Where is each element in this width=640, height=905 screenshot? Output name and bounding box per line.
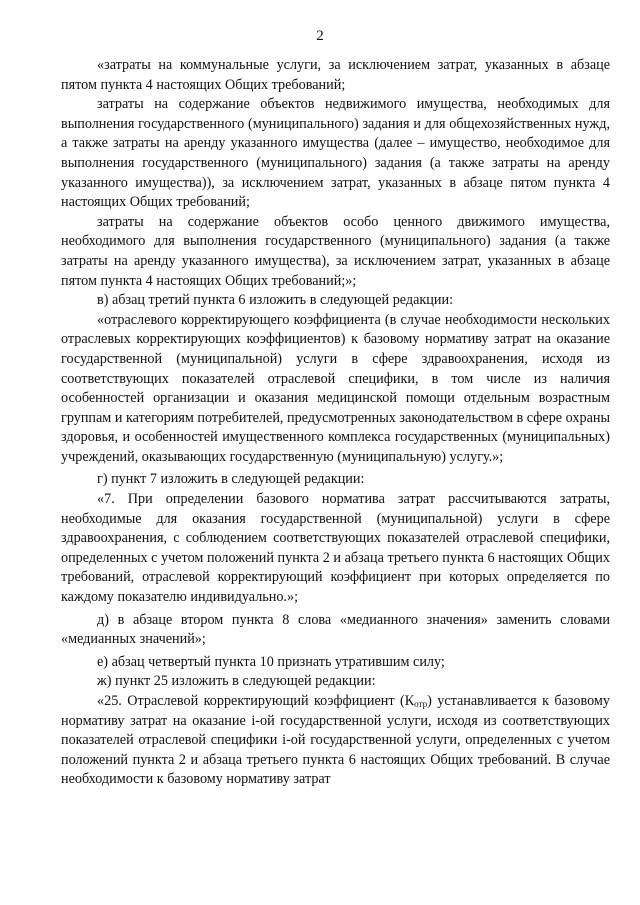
paragraph-point-25 <box>61 692 610 790</box>
paragraph: д) в абзаце втором пункта 8 слова «медианного значения» заменить словами «медианных значений»; <box>61 611 610 648</box>
paragraph: ж) пункт 25 изложить в следующей редакции: <box>97 673 376 690</box>
paragraph: затраты на содержание объектов недвижимого имущества, необходимых для выполнения государственного (муниципального) задания и для общехозяйственных нужд, а также затраты на аренду указанного имущества (далее – имущество, необходимое для выполнения государственного (муниципального) задания (а также затраты на аренду указанного имущества)), за исключением затрат, указанных в абзаце пятом пункта 4 настоящих Общих требований; <box>61 96 610 211</box>
point-25-text-start: «25. Отраслевой корректирующий коэффициент (К <box>97 693 415 709</box>
point-25-text-end: ) устанавливается к базовому нормативу затрат на оказание i-ой государственной услуги, исходя из соответствующих показателей отраслевой специфики i-ой государственной услуги, определенных с учетом положений пункта 2 и абзаца третьего пункта 6 настоящих Общих требований. В случае необходимости к базовому нормативу затрат <box>61 693 610 788</box>
coefficient-subscript: отр <box>414 699 428 709</box>
document-body <box>61 56 610 790</box>
paragraph: е) абзац четвертый пункта 10 признать утратившим силу; <box>97 653 445 670</box>
paragraph: г) пункт 7 изложить в следующей редакции: <box>97 471 365 488</box>
page-number: 2 <box>316 28 324 44</box>
paragraph: в) абзац третий пункта 6 изложить в следующей редакции: <box>97 292 454 309</box>
paragraph: «отраслевого корректирующего коэффициента (в случае необходимости нескольких отраслевых корректирующих коэффициентов) к базовому нормативу затрат на оказание государственной (муниципальной) услуги в сфере здравоохранения, исходя из соответствующих показателей отраслевой специфики, в том числе из наличия особенностей организации и оказания медицинской помощи отдельным возрастным группам и категориям потребителей, предусмотренных законодательством в сфере охраны здоровья, и особенностей имущественного комплекса государственных (муниципальных) учреждений, оказывающих государственную (муниципальную) услугу.»; <box>61 311 610 465</box>
paragraph: «7. При определении базового норматива затрат рассчитываются затраты, необходимые для оказания государственной (муниципальной) услуги в сфере здравоохранения, с соблюдением соответствующих показателей отраслевой специфики, определенных с учетом положений пункта 2 и абзаца третьего пункта 6 настоящих Общих требований, отраслевой корректирующий коэффициент при которых определяется по каждому показателю индивидуально.»; <box>61 491 610 606</box>
paragraph: затраты на содержание объектов особо ценного движимого имущества, необходимого для выполнения государственного (муниципального) задания (а также затраты на аренду указанного имущества), за исключением затрат, указанных в абзаце пятом пункта 4 настоящих Общих требований;»; <box>61 213 610 289</box>
paragraph: «затраты на коммунальные услуги, за исключением затрат, указанных в абзаце пятом пункта 4 настоящих Общих требований; <box>61 57 610 93</box>
